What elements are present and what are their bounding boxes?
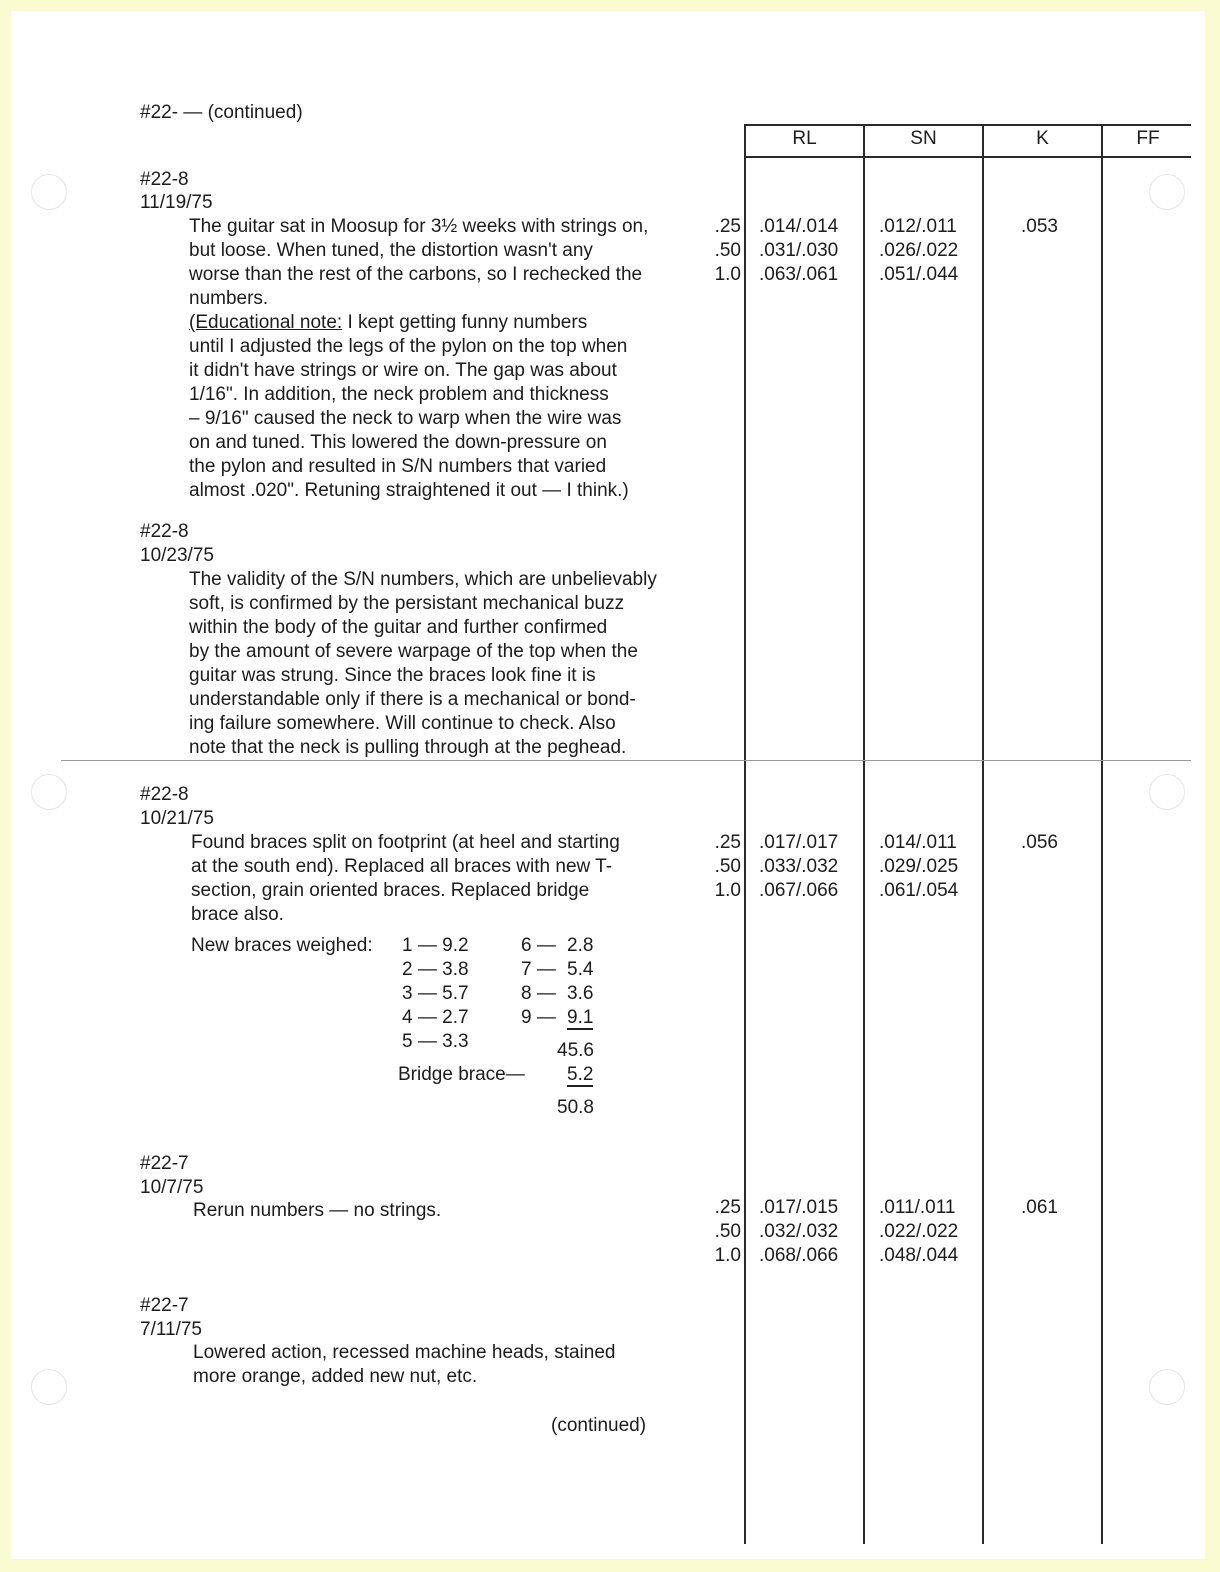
punch-hole-right-bottom	[1149, 1369, 1185, 1405]
braces-label: New braces weighed:	[191, 935, 373, 956]
entry-line: – 9/16" caused the neck to warp when the wire was	[189, 408, 622, 429]
brace-value: 3.6	[567, 983, 594, 1004]
rl-values	[759, 831, 838, 903]
entry-line: until I adjusted the legs of the pylon on the top when	[189, 336, 628, 357]
entry-line: The guitar sat in Moosup for 3½ weeks with strings on,	[189, 216, 649, 237]
entry-line: at the south end). Replaced all braces with new T-	[191, 856, 613, 877]
entry-line: almost .020". Retuning straightened it out — I think.)	[189, 480, 629, 501]
table-column-divider-3	[982, 124, 984, 1544]
sn-values	[879, 831, 958, 903]
entry-text	[193, 1199, 441, 1223]
entry-line: the pylon and resulted in S/N numbers that varied	[189, 456, 607, 477]
rl-value: .017/.017	[759, 832, 839, 853]
rl-value: .068/.066	[759, 1245, 839, 1266]
table-header-rule	[744, 156, 1191, 158]
entry-date: 7/11/75	[140, 1319, 202, 1340]
table-top-rule	[744, 124, 1191, 126]
entry-line: note that the neck is pulling through at the peghead.	[189, 737, 627, 758]
document-page	[11, 11, 1205, 1559]
braces-right-labels	[521, 934, 556, 1030]
entry-text	[191, 831, 620, 927]
entry-line: but loose. When tuned, the distortion wasn't any	[189, 240, 593, 261]
entry-line: 1/16". In addition, the neck problem and thickness	[189, 384, 609, 405]
bridge-brace-value-wrap	[567, 1063, 593, 1087]
table-column-divider-1	[744, 124, 746, 1544]
entry-id: #22-8	[140, 521, 189, 542]
k-value: .053	[1021, 216, 1058, 237]
brace-weight: 1 — 9.2	[402, 935, 469, 956]
entry-date: 10/21/75	[140, 808, 214, 829]
column-header-sn: SN	[910, 128, 937, 149]
sn-value: .026/.022	[879, 240, 959, 261]
brace-value: 9.1	[567, 1007, 594, 1028]
page-header: #22- — (continued)	[140, 102, 303, 123]
educational-note-label: (Educational note:	[189, 312, 343, 333]
entry-line: understandable only if there is a mechanical or bond-	[189, 689, 636, 710]
braces-right-values	[567, 934, 593, 1030]
entry-text	[193, 1341, 615, 1389]
entry-line: worse than the rest of the carbons, so I rechecked the	[189, 264, 643, 285]
entry-text	[189, 568, 657, 760]
entry-line: by the amount of severe warpage of the top when the	[189, 641, 638, 662]
rl-value: .014/.014	[759, 216, 839, 237]
entry-id: #22-7	[140, 1295, 189, 1316]
entry-line: numbers.	[189, 288, 269, 309]
punch-hole-left-mid	[31, 774, 67, 810]
rl-value: .032/.032	[759, 1221, 839, 1242]
entry-date: 11/19/75	[140, 192, 213, 213]
braces-total: 50.8	[557, 1097, 594, 1118]
measurement: 1.0	[714, 1245, 741, 1266]
sn-value: .012/.011	[879, 216, 957, 237]
entry-note-first-line	[189, 311, 648, 335]
rl-values	[759, 1196, 838, 1268]
sn-values	[879, 1196, 958, 1268]
measurement: 1.0	[714, 264, 741, 285]
entry-id: #22-8	[140, 169, 189, 190]
entry-line: within the body of the guitar and further confirmed	[189, 617, 608, 638]
sn-value: .061/.054	[879, 880, 959, 901]
bridge-brace-value: 5.2	[567, 1064, 594, 1085]
braces-subtotal: 45.6	[557, 1040, 594, 1061]
brace-weight: 4 — 2.7	[402, 1007, 469, 1028]
rl-value: .031/.030	[759, 240, 839, 261]
sn-value: .022/.022	[879, 1221, 959, 1242]
brace-value: 2.8	[567, 935, 594, 956]
entry-id: #22-8	[140, 784, 189, 805]
entry-id: #22-7	[140, 1153, 189, 1174]
brace-weight: 5 — 3.3	[402, 1031, 469, 1052]
measurement: 1.0	[714, 880, 741, 901]
sn-values	[879, 215, 958, 287]
measurement: .25	[714, 1197, 741, 1218]
entry-line: ing failure somewhere. Will continue to check. Also	[189, 713, 616, 734]
sn-value: .014/.011	[879, 832, 957, 853]
measurement: .50	[714, 856, 741, 877]
entry-line: section, grain oriented braces. Replaced bridge	[191, 880, 590, 901]
sn-value: .011/.011	[879, 1197, 956, 1218]
rl-value: .063/.061	[759, 264, 839, 285]
page-footer: (continued)	[551, 1415, 647, 1436]
section-divider	[61, 760, 1191, 761]
brace-number: 9 —	[521, 1007, 556, 1028]
sn-value: .048/.044	[879, 1245, 959, 1266]
brace-weight: 2 — 3.8	[402, 959, 469, 980]
entry-line: The validity of the S/N numbers, which are unbelievably	[189, 569, 657, 590]
entry-line: guitar was strung. Since the braces look fine it is	[189, 665, 596, 686]
entry-date: 10/7/75	[140, 1177, 204, 1198]
entry-date: 10/23/75	[140, 545, 214, 566]
measurement: .25	[714, 832, 741, 853]
sn-value: .051/.044	[879, 264, 959, 285]
measurement-labels	[691, 1196, 741, 1268]
measurement: .50	[714, 1221, 741, 1242]
punch-hole-left-top	[31, 174, 67, 210]
table-column-divider-2	[863, 124, 865, 1544]
entry-line: on and tuned. This lowered the down-pressure on	[189, 432, 607, 453]
entry-line: I kept getting funny numbers	[342, 312, 588, 333]
rl-values	[759, 215, 838, 287]
entry-line: it didn't have strings or wire on. The gap was about	[189, 360, 617, 381]
measurement: .25	[714, 216, 741, 237]
rl-value: .067/.066	[759, 880, 839, 901]
brace-number: 7 —	[521, 959, 556, 980]
punch-hole-right-top	[1149, 174, 1185, 210]
column-header-ff: FF	[1136, 128, 1160, 149]
measurement-labels	[691, 215, 741, 287]
entry-line: Rerun numbers — no strings.	[193, 1200, 442, 1221]
punch-hole-left-bottom	[31, 1369, 67, 1405]
entry-line: soft, is confirmed by the persistant mechanical buzz	[189, 593, 625, 614]
braces-left-list	[402, 934, 469, 1054]
entry-line: brace also.	[191, 904, 284, 925]
brace-number: 6 —	[521, 935, 556, 956]
punch-hole-right-mid	[1149, 774, 1185, 810]
brace-value: 5.4	[567, 959, 594, 980]
brace-weight: 3 — 5.7	[402, 983, 469, 1004]
bridge-brace-label: Bridge brace—	[398, 1064, 525, 1085]
rl-value: .033/.032	[759, 856, 839, 877]
table-column-divider-4	[1101, 124, 1103, 1544]
sn-value: .029/.025	[879, 856, 959, 877]
column-header-k: K	[1036, 128, 1049, 149]
measurement-labels	[691, 831, 741, 903]
measurement: .50	[714, 240, 741, 261]
entry-line: more orange, added new nut, etc.	[193, 1366, 478, 1387]
entry-text	[189, 215, 648, 503]
column-header-rl: RL	[792, 128, 817, 149]
k-value: .061	[1021, 1197, 1058, 1218]
k-value: .056	[1021, 832, 1058, 853]
rl-value: .017/.015	[759, 1197, 839, 1218]
brace-number: 8 —	[521, 983, 556, 1004]
entry-line: Found braces split on footprint (at heel and starting	[191, 832, 620, 853]
entry-line: Lowered action, recessed machine heads, stained	[193, 1342, 616, 1363]
